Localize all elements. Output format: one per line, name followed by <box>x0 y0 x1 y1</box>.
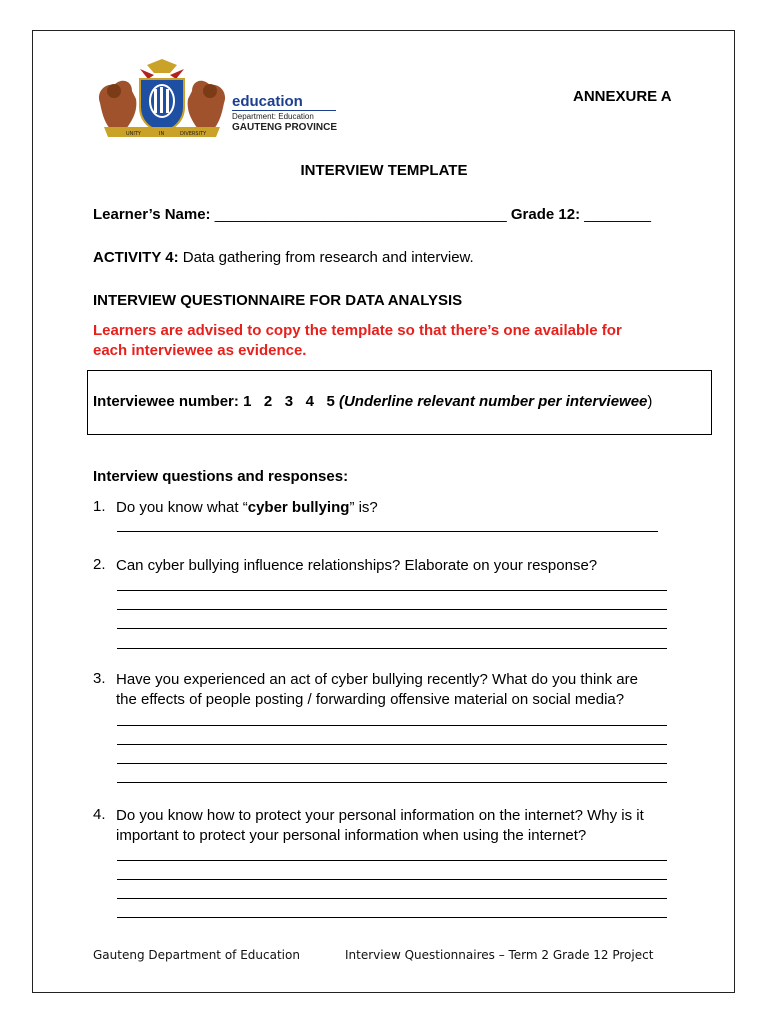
question-3-number: 3. <box>93 670 106 687</box>
footer-left: Gauteng Department of Education <box>93 948 300 962</box>
answer-line[interactable] <box>117 860 667 861</box>
answer-line[interactable] <box>117 725 667 726</box>
logo-wordmark: education <box>232 93 303 110</box>
footer-right: Interview Questionnaires – Term 2 Grade 12 Project <box>345 948 654 962</box>
question-1-bold-term: cyber bullying <box>247 499 350 516</box>
activity-line <box>93 249 474 266</box>
logo-province: GAUTENG PROVINCE <box>232 122 338 133</box>
answer-line[interactable] <box>117 763 667 764</box>
advice-line-2: each interviewee as evidence. <box>93 341 307 359</box>
annexure-label: ANNEXURE A <box>573 88 672 105</box>
logo-underline <box>232 110 336 111</box>
svg-text:UNITY: UNITY <box>126 131 141 137</box>
answer-line[interactable] <box>117 590 667 591</box>
answer-line[interactable] <box>117 648 667 649</box>
answer-line[interactable] <box>117 898 667 899</box>
learner-name-label: Learner’s Name: <box>93 206 211 223</box>
answer-line[interactable] <box>117 531 658 532</box>
answer-line[interactable] <box>117 609 667 610</box>
svg-text:DIVERSITY: DIVERSITY <box>180 131 207 137</box>
question-2-number: 2. <box>93 556 106 573</box>
activity-label: ACTIVITY 4: <box>93 249 179 266</box>
question-1-text: Do you know what “cyber bullying” is? <box>116 499 378 516</box>
answer-line[interactable] <box>117 782 667 783</box>
question-1-number: 1. <box>93 498 106 515</box>
answer-line[interactable] <box>117 744 667 745</box>
answer-line[interactable] <box>117 628 667 629</box>
crown-icon <box>147 59 177 73</box>
interviewee-close-paren: ) <box>647 393 653 410</box>
grade-blank[interactable]: ________ <box>584 206 652 223</box>
interviewee-numbers[interactable]: 1 2 3 4 5 <box>243 393 335 410</box>
learner-name-blank[interactable]: ___________________________________ <box>214 206 507 223</box>
question-3-text: Have you experienced an act of cyber bullying recently? What do you think are the effects of people posting / forwarding offensive material on social media? <box>116 671 638 708</box>
question-4-number: 4. <box>93 806 106 823</box>
svg-text:IN: IN <box>159 131 165 137</box>
grade-label: Grade 12: <box>510 206 581 223</box>
answer-line[interactable] <box>117 879 667 880</box>
interviewee-line <box>93 393 652 410</box>
question-2-text: Can cyber bullying influence relationships? Elaborate on your response? <box>116 557 598 574</box>
questionnaire-heading: INTERVIEW QUESTIONNAIRE FOR DATA ANALYSIS <box>93 292 463 309</box>
answer-line[interactable] <box>117 917 667 918</box>
logo-department: Department: Education <box>232 112 314 121</box>
advice-line-1: Learners are advised to copy the template so that there’s one available for <box>93 322 622 339</box>
page-title: INTERVIEW TEMPLATE <box>300 162 468 179</box>
interviewee-label: Interviewee number: <box>93 393 239 410</box>
learner-line <box>93 206 651 223</box>
advice-text <box>93 321 622 360</box>
question-4-text: Do you know how to protect your personal information on the internet? Why is it important to protect your personal information when using the internet? <box>116 807 644 844</box>
interviewee-instruction: (Underline relevant number per interviewee <box>338 393 648 410</box>
activity-text: Data gathering from research and interview. <box>178 249 474 266</box>
questions-heading: Interview questions and responses: <box>93 468 349 485</box>
